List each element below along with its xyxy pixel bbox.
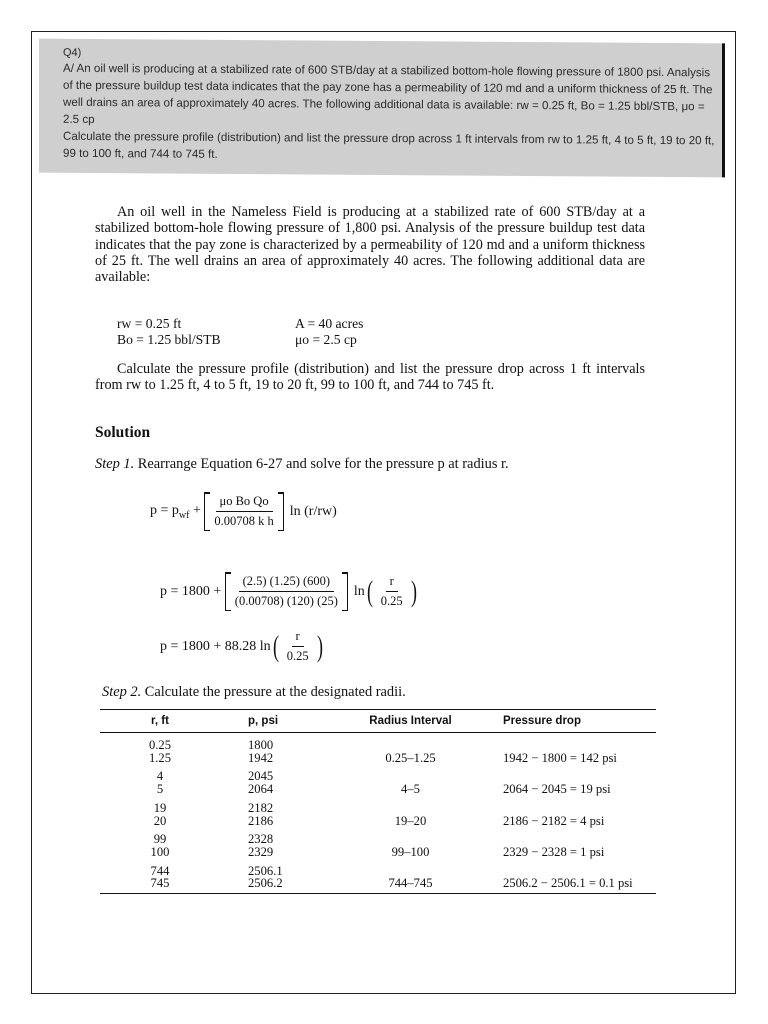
eq1-bracket	[204, 492, 283, 531]
problem-statement: An oil well in the Nameless Field is producing at a stabilized rate of 600 STB/day at a stabilized bottom-hole flowing pressure of 1,800 psi. Analysis of the pressure buildup test data indicates that the pay zone is characterized by a permeability of 120 md and a uniform thickness of 25 ft. The well drains an area of approximately 40 acres. The following additional data are available:	[95, 204, 645, 286]
equation-1	[150, 492, 337, 531]
eq1-denominator: 0.00708 k h	[214, 514, 274, 528]
table-row	[100, 739, 656, 752]
question-text: A/ An oil well is producing at a stabilized rate of 600 STB/day at a stabilized bottom-hole flowing pressure of 1800 psi. Analysis of the pressure buildup test data indicates that the pay zone has a permeability of 120 md and a uniform thickness of 25 ft. The well drains an area of approximately 40 acres. The following additional data is available: rw = 0.25 ft, Bo = 1.25 bbl/STB, μo = 2.5 cp	[63, 61, 713, 126]
cell-p: 1800	[248, 738, 274, 752]
table-row	[100, 783, 656, 796]
step-2	[102, 684, 406, 701]
cell-drop: 2329 − 2328 = 1 psi	[503, 844, 605, 859]
question-task: Calculate the pressure profile (distribution) and list the pressure drop across 1 ft intervals from rw to 1.25 ft, 4 to 5 ft, 19 to 20 ft, 99 to 100 ft, and 744 to 745 ft.	[63, 129, 715, 161]
step-1	[95, 456, 509, 473]
cell-drop: 2186 − 2182 = 4 psi	[503, 813, 605, 828]
cell-p: 2186	[248, 813, 274, 828]
cell-r: 4	[156, 769, 164, 784]
col-header-drop: Pressure drop	[478, 710, 656, 733]
cell-r: 20	[153, 813, 167, 828]
cell-r: 745	[100, 877, 220, 893]
step-1-text: Rearrange Equation 6-27 and solve for the pressure p at radius r.	[137, 456, 509, 472]
results-table	[100, 709, 656, 894]
given-data	[117, 316, 363, 348]
problem-task: Calculate the pressure profile (distribution) and list the pressure drop across 1 ft intervals from rw to 1.25 ft, 4 to 5 ft, 19 to 20 ft, 99 to 100 ft, and 744 to 745 ft.	[95, 361, 645, 394]
cell-p: 2329	[248, 844, 274, 859]
cell-drop: 2064 − 2045 = 19 psi	[503, 782, 611, 797]
table-header-row	[100, 710, 656, 733]
solution-heading: Solution	[95, 424, 151, 441]
cell-p: 2182	[248, 800, 274, 815]
cell-drop: 2506.2 − 2506.1 = 0.1 psi	[478, 877, 656, 893]
cell-p: 2506.1	[248, 863, 283, 878]
eq2-numerator: (2.5) (1.25) (600)	[239, 574, 334, 592]
table-row	[100, 815, 656, 828]
cell-r: 1.25	[148, 750, 172, 765]
table-row	[100, 802, 656, 815]
eq1-numerator: μo Bo Qo	[216, 494, 273, 512]
cell-p: 2506.2	[220, 877, 343, 893]
col-header-r: r, ft	[100, 710, 220, 733]
cell-r: 19	[153, 800, 167, 815]
cell-interval: 4–5	[401, 782, 420, 797]
equation-3	[160, 629, 325, 664]
given-row	[117, 316, 363, 332]
cell-interval: 744–745	[343, 877, 478, 893]
col-header-p: p, psi	[220, 710, 343, 733]
step-1-label: Step 1.	[95, 456, 135, 472]
eq3-lhs: p = 1800 + 88.28 ln	[160, 638, 271, 654]
eq3-paren: ( $\frac{r}{0.25}$ )	[272, 629, 323, 663]
eq2-ln: ln	[353, 583, 365, 599]
table-row	[100, 877, 656, 893]
cell-interval: 19–20	[394, 813, 427, 828]
given-rw: rw = 0.25 ft	[117, 316, 182, 331]
cell-interval: 0.25–1.25	[385, 750, 436, 765]
cell-drop: 1942 − 1800 = 142 psi	[503, 750, 617, 765]
cell-p: 2328	[248, 832, 274, 847]
cell-p: 2064	[248, 782, 274, 797]
given-row	[117, 332, 363, 348]
cell-r: 0.25	[148, 738, 172, 752]
given-area: A = 40 acres	[295, 316, 364, 331]
given-mu: μo = 2.5 cp	[295, 332, 357, 347]
eq1-ln: ln (r/rw)	[289, 503, 337, 519]
eq2-bracket	[225, 572, 348, 611]
equation-2	[160, 572, 419, 611]
given-bo: Bo = 1.25 bbl/STB	[117, 332, 221, 347]
cell-r: 744	[150, 863, 170, 878]
table-row	[100, 752, 656, 765]
cell-interval: 99–100	[391, 844, 430, 859]
eq1-fraction	[210, 494, 277, 529]
question-number: Q4)	[63, 46, 82, 59]
step-2-label: Step 2.	[102, 684, 142, 700]
eq2-denominator: (0.00708) (120) (25)	[234, 594, 338, 608]
eq1-lhs: $p = p_{wf}$ +	[150, 502, 201, 521]
step-2-text: Calculate the pressure at the designated radii.	[144, 684, 406, 700]
cell-p: 2045	[248, 769, 274, 784]
eq2-fraction	[231, 574, 342, 609]
table-row	[100, 846, 656, 859]
question-banner	[39, 39, 725, 178]
col-header-interval: Radius Interval	[343, 710, 478, 733]
cell-r: 5	[156, 782, 164, 797]
eq2-lhs: p = 1800 +	[160, 583, 222, 599]
eq2-paren: ( $\frac{r}{0.25}$ )	[366, 574, 417, 608]
cell-r: 100	[150, 844, 170, 859]
cell-r: 99	[153, 832, 167, 847]
cell-p: 1942	[248, 750, 274, 765]
